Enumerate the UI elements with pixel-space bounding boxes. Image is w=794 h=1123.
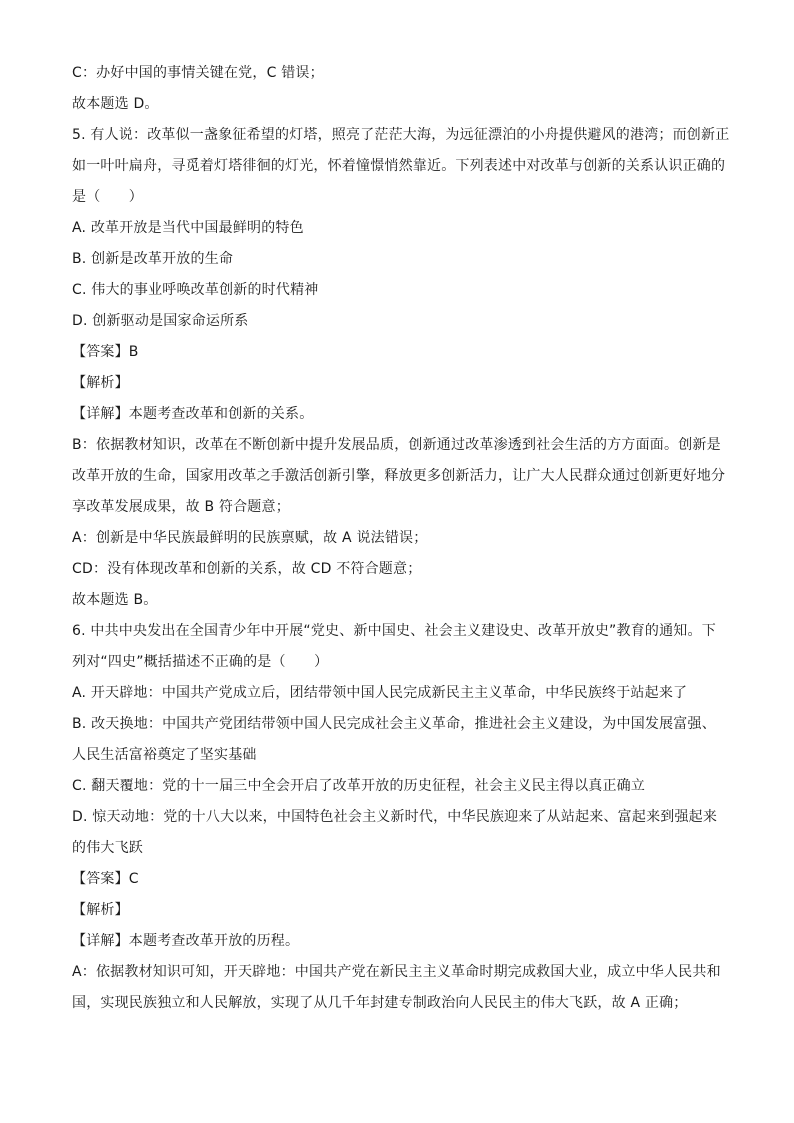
document-body	[72, 62, 732, 1023]
analysis-label: 【解析】	[72, 375, 129, 391]
option-a: A. 改革开放是当代中国最鲜明的特色	[72, 220, 304, 236]
explanation-line: 故本题选 B。	[72, 592, 158, 608]
question-stem: 列对“四史”概括描述不正确的是（ ）	[72, 654, 329, 670]
option-d: D. 惊天动地：党的十八大以来，中国特色社会主义新时代，中华民族迎来了从站起来、富起来到强起来	[72, 809, 718, 825]
question-stem: 6. 中共中央发出在全国青少年中开展“党史、新中国史、社会主义建设史、改革开放史”教育的通知。下	[72, 623, 716, 639]
explanation-line: CD：没有体现改革和创新的关系，故 CD 不符合题意；	[72, 561, 422, 577]
option-b: B. 改天换地：中国共产党团结带领中国人民完成社会主义革命，推进社会主义建设，为中国发展富强、	[72, 716, 716, 732]
option-c: C. 伟大的事业呼唤改革创新的时代精神	[72, 282, 319, 298]
option-a: A. 开天辟地：中国共产党成立后，团结带领中国人民完成新民主主义革命，中华民族终于站起来了	[72, 685, 688, 701]
answer-label: 【答案】C	[72, 871, 139, 887]
option-d: D. 创新驱动是国家命运所系	[72, 313, 249, 329]
option-b: B. 创新是改革开放的生命	[72, 251, 234, 267]
question-stem: 是（ ）	[72, 189, 143, 205]
text-line: C：办好中国的事情关键在党，C 错误；	[72, 65, 324, 81]
question-stem: 5. 有人说：改革似一盏象征希望的灯塔，照亮了茫茫大海，为远征漂泊的小舟提供避风的港湾；而创新正	[72, 127, 730, 143]
text-line: 故本题选 D。	[72, 96, 159, 112]
explanation-line: B：依据教材知识，改革在不断创新中提升发展品质，创新通过改革渗透到社会生活的方方面面。创新是	[72, 437, 721, 453]
option-b: 人民生活富裕奠定了坚实基础	[72, 747, 257, 763]
answer-label: 【答案】B	[72, 344, 139, 360]
explanation-line: A：依据教材知识可知，开天辟地：中国共产党在新民主主义革命时期完成救国大业，成立中华人民共和	[72, 964, 721, 980]
explanation-line: 改革开放的生命，国家用改革之手激活创新引擎，释放更多创新活力，让广大人民群众通过创新更好地分	[72, 468, 726, 484]
explanation-line: 【详解】本题考查改革开放的历程。	[72, 933, 300, 949]
explanation-line: 【详解】本题考查改革和创新的关系。	[72, 406, 314, 422]
option-d: 的伟大飞跃	[72, 840, 143, 856]
option-c: C. 翻天覆地：党的十一届三中全会开启了改革开放的历史征程，社会主义民主得以真正确立	[72, 778, 646, 794]
explanation-line: A：创新是中华民族最鲜明的民族禀赋，故 A 说法错误；	[72, 530, 428, 546]
question-stem: 如一叶叶扁舟，寻觅着灯塔徘徊的灯光，怀着憧憬悄然靠近。下列表述中对改革与创新的关系认识正确的	[72, 158, 726, 174]
explanation-line: 享改革发展成果，故 B 符合题意；	[72, 499, 290, 515]
explanation-line: 国，实现民族独立和人民解放，实现了从几千年封建专制政治向人民民主的伟大飞跃，故 A 正确；	[72, 995, 688, 1011]
analysis-label: 【解析】	[72, 902, 129, 918]
